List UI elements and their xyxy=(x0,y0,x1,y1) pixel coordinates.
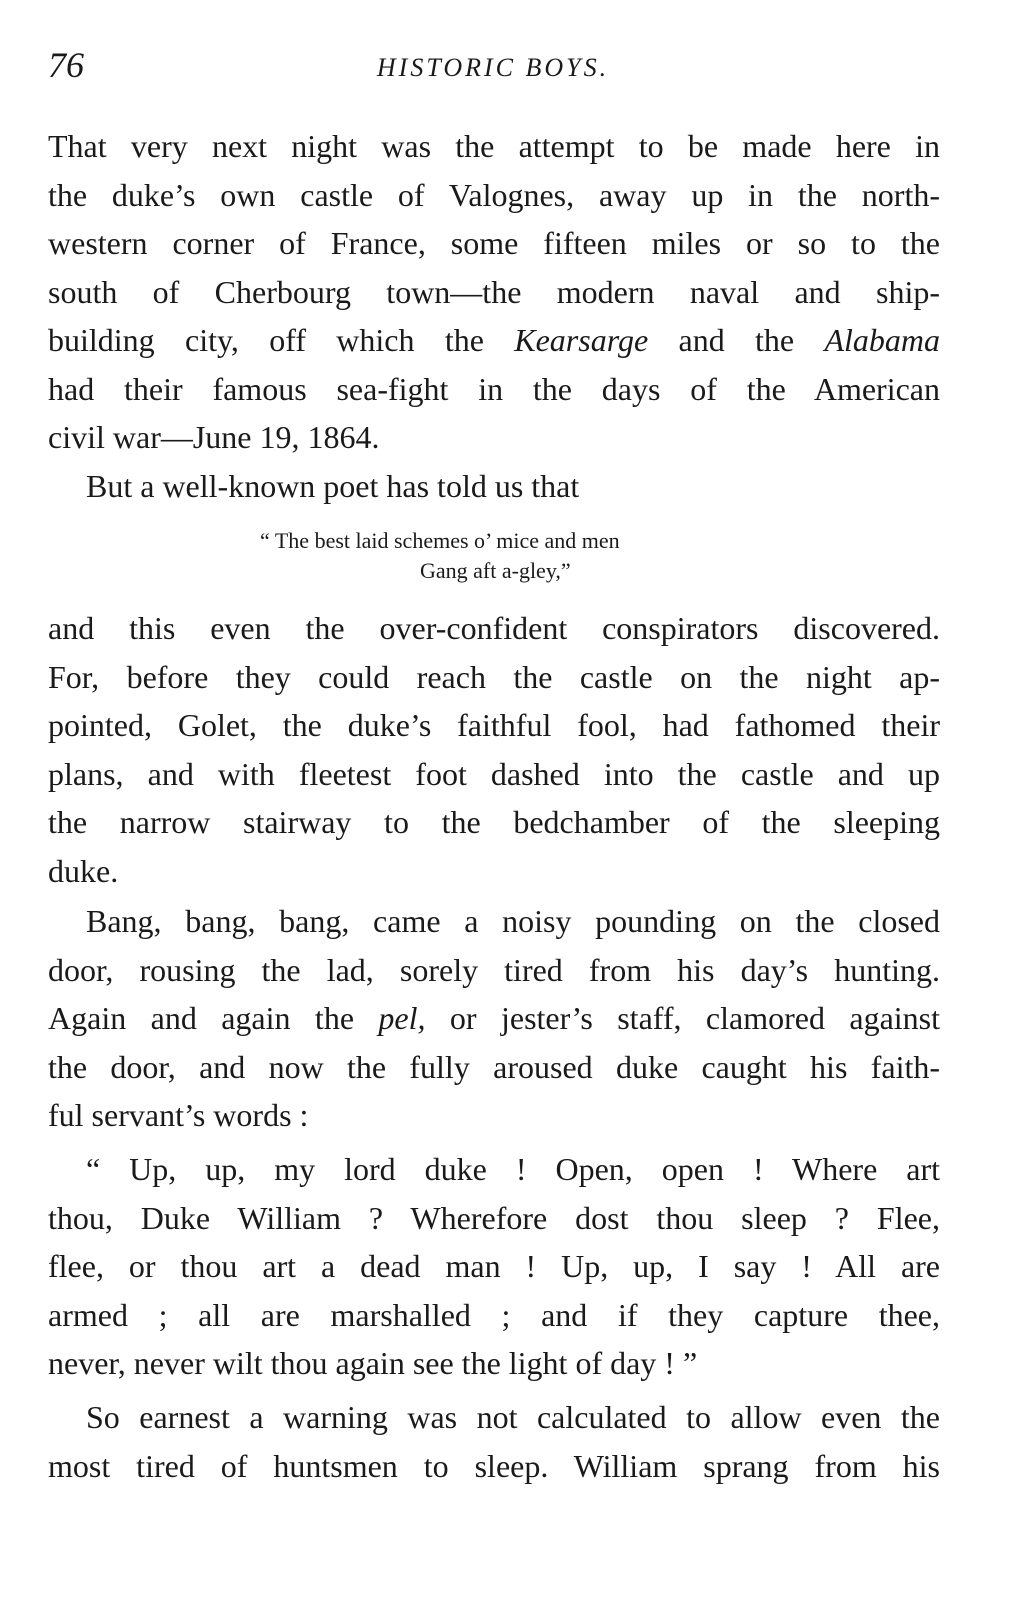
quote-line: “ The best laid schemes o’ mice and men xyxy=(260,528,620,553)
term-pel: pel, xyxy=(378,1000,426,1036)
paragraph-6 xyxy=(48,1393,940,1490)
page-header xyxy=(48,40,938,90)
ship-name-alabama: Alabama xyxy=(824,322,940,358)
text-line: never, never wilt thou again see the light of day ! ” xyxy=(48,1345,698,1381)
text-line xyxy=(48,994,940,1043)
text-line: western corner of France, some fifteen miles or so to the xyxy=(48,225,940,261)
text-segment: and the xyxy=(678,322,795,358)
page-number: 76 xyxy=(48,45,84,85)
text-line: Bang, bang, bang, came a noisy pounding on the closed xyxy=(86,903,940,939)
poem-quote xyxy=(48,526,940,586)
text-segment: building city, off which the xyxy=(48,322,484,358)
paragraph-5 xyxy=(48,1145,940,1388)
text-line: flee, or thou art a dead man ! Up, up, I say ! All are xyxy=(48,1248,940,1284)
paragraph-1 xyxy=(48,122,940,462)
text-line: duke. xyxy=(48,852,119,889)
text-line: south of Cherbourg town—the modern naval and ship- xyxy=(48,273,940,310)
text-line: That very next night was the attempt to be made here in xyxy=(48,128,940,164)
text-line: most tired of huntsmen to sleep. William sprang from his xyxy=(48,1447,940,1484)
paragraph-2 xyxy=(48,462,940,511)
paragraph-3 xyxy=(48,604,940,895)
text-line: civil war—June 19, 1864. xyxy=(48,419,380,455)
text-segment: Again and again the xyxy=(48,1000,355,1036)
text-line: For, before they could reach the castle on the night ap- xyxy=(48,658,940,695)
text-line: had their famous sea-fight in the days of the American xyxy=(48,370,940,407)
paragraph-4 xyxy=(48,897,940,1140)
text-line: the narrow stairway to the bedchamber of the sleeping xyxy=(48,804,940,840)
text-line: ful servant’s words : xyxy=(48,1097,309,1133)
text-line: But a well-known poet has told us that xyxy=(86,468,580,504)
text-line: the duke’s own castle of Valognes, away up in the north- xyxy=(48,176,940,213)
text-line: the door, and now the fully aroused duke caught his faith- xyxy=(48,1048,940,1085)
text-line xyxy=(48,316,940,365)
text-line: armed ; all are marshalled ; and if they capture thee, xyxy=(48,1296,940,1333)
text-line: So earnest a warning was not calculated to allow even the xyxy=(86,1399,940,1435)
text-line: plans, and with fleetest foot dashed into the castle and up xyxy=(48,755,940,792)
text-line: thou, Duke William ? Wherefore dost thou sleep ? Flee, xyxy=(48,1199,940,1236)
text-line: pointed, Golet, the duke’s faithful fool, had fathomed their xyxy=(48,707,940,743)
text-line: and this even the over-confident conspirators discovered. xyxy=(48,610,940,646)
text-segment: or jester’s staff, clamored against xyxy=(449,1000,940,1036)
text-line: door, rousing the lad, sorely tired from his day’s hunting. xyxy=(48,951,940,988)
ship-name-kearsarge: Kearsarge xyxy=(514,322,649,358)
quote-line: Gang aft a-gley,” xyxy=(420,558,571,583)
text-line: “ Up, up, my lord duke ! Open, open ! Where art xyxy=(86,1151,940,1187)
running-head: HISTORIC BOYS. xyxy=(376,53,610,82)
